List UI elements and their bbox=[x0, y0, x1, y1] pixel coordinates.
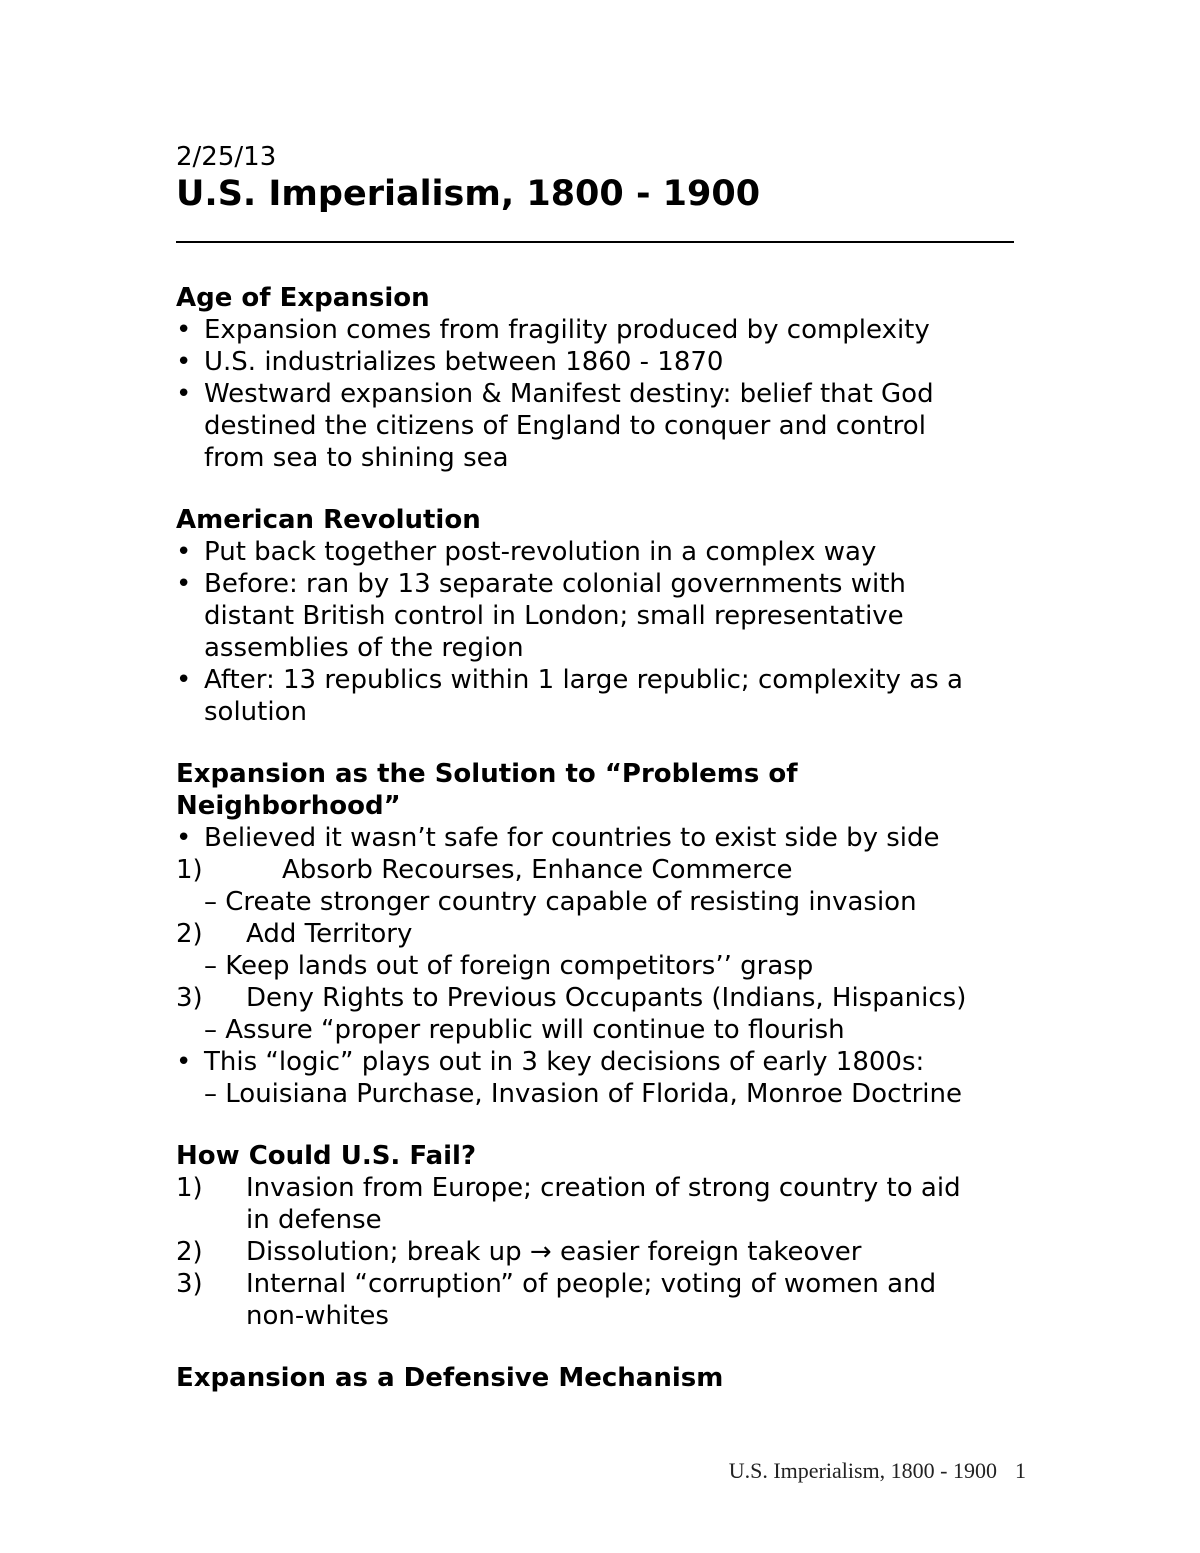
bullet-mark: • bbox=[176, 537, 192, 567]
bullet-mark: • bbox=[176, 315, 192, 345]
bullet-continuation: distant British control in London; small representative bbox=[204, 601, 904, 631]
item-number: 3) bbox=[176, 983, 203, 1013]
bullet-continuation: destined the citizens of England to conquer and control bbox=[204, 411, 926, 441]
item-number: 1) bbox=[176, 855, 203, 885]
numbered-item: 1) Invasion from Europe; creation of strong country to aid bbox=[176, 1173, 961, 1203]
bullet-continuation: solution bbox=[204, 697, 307, 727]
section-heading-how-could-us-fail: How Could U.S. Fail? bbox=[176, 1141, 477, 1171]
numbered-item: 2) Dissolution; break up → easier foreign takeover bbox=[176, 1237, 862, 1267]
bullet-item: • Expansion comes from fragility produced by complexity bbox=[176, 315, 930, 345]
sub-item: – Create stronger country capable of resisting invasion bbox=[204, 887, 917, 917]
bullet-mark: • bbox=[176, 569, 192, 599]
bullet-item: • Put back together post-revolution in a complex way bbox=[176, 537, 877, 567]
bullet-mark: • bbox=[176, 665, 192, 695]
section-heading-expansion-solution-cont: Neighborhood” bbox=[176, 791, 401, 821]
section-heading-expansion-solution: Expansion as the Solution to “Problems of bbox=[176, 759, 798, 789]
bullet-item: • This “logic” plays out in 3 key decisions of early 1800s: bbox=[176, 1047, 925, 1077]
notes-body bbox=[176, 282, 1026, 1394]
section-heading-age-of-expansion: Age of Expansion bbox=[176, 283, 430, 313]
numbered-item: 1) Absorb Recourses, Enhance Commerce bbox=[176, 855, 793, 885]
page-number: 1 bbox=[1015, 1458, 1026, 1483]
title-divider bbox=[176, 241, 1014, 243]
page-footer bbox=[729, 1457, 1026, 1485]
bullet-item: • Before: ran by 13 separate colonial governments with bbox=[176, 569, 906, 599]
sub-item: – Keep lands out of foreign competitors’’ grasp bbox=[204, 951, 814, 981]
date-line: 2/25/13 bbox=[176, 142, 277, 172]
page-title: U.S. Imperialism, 1800 - 1900 bbox=[176, 174, 761, 214]
section-heading-american-revolution: American Revolution bbox=[176, 505, 481, 535]
sub-item: – Louisiana Purchase, Invasion of Florida, Monroe Doctrine bbox=[204, 1079, 962, 1109]
bullet-continuation: from sea to shining sea bbox=[204, 443, 509, 473]
sub-item: – Assure “proper republic will continue to flourish bbox=[204, 1015, 845, 1045]
numbered-item: 2) Add Territory bbox=[176, 919, 413, 949]
bullet-item: • Westward expansion & Manifest destiny: belief that God bbox=[176, 379, 934, 409]
item-number: 3) bbox=[176, 1269, 203, 1299]
numbered-continuation: non-whites bbox=[246, 1301, 389, 1331]
bullet-item: • Believed it wasn’t safe for countries to exist side by side bbox=[176, 823, 940, 853]
numbered-continuation: in defense bbox=[246, 1205, 382, 1235]
footer-title: U.S. Imperialism, 1800 - 1900 bbox=[728, 1458, 997, 1483]
bullet-item: • U.S. industrializes between 1860 - 1870 bbox=[176, 347, 724, 377]
numbered-item: 3) Internal “corruption” of people; voting of women and bbox=[176, 1269, 937, 1299]
bullet-mark: • bbox=[176, 1047, 192, 1077]
item-number: 2) bbox=[176, 919, 203, 949]
arrow-right-icon: → bbox=[529, 1237, 552, 1267]
bullet-item: • After: 13 republics within 1 large republic; complexity as a bbox=[176, 665, 963, 695]
item-number: 1) bbox=[176, 1173, 203, 1203]
bullet-mark: • bbox=[176, 379, 192, 409]
section-heading-defensive-mechanism: Expansion as a Defensive Mechanism bbox=[176, 1363, 724, 1393]
numbered-item: 3) Deny Rights to Previous Occupants (Indians, Hispanics) bbox=[176, 983, 967, 1013]
item-number: 2) bbox=[176, 1237, 203, 1267]
bullet-continuation: assemblies of the region bbox=[204, 633, 524, 663]
bullet-mark: • bbox=[176, 347, 192, 377]
bullet-mark: • bbox=[176, 823, 192, 853]
